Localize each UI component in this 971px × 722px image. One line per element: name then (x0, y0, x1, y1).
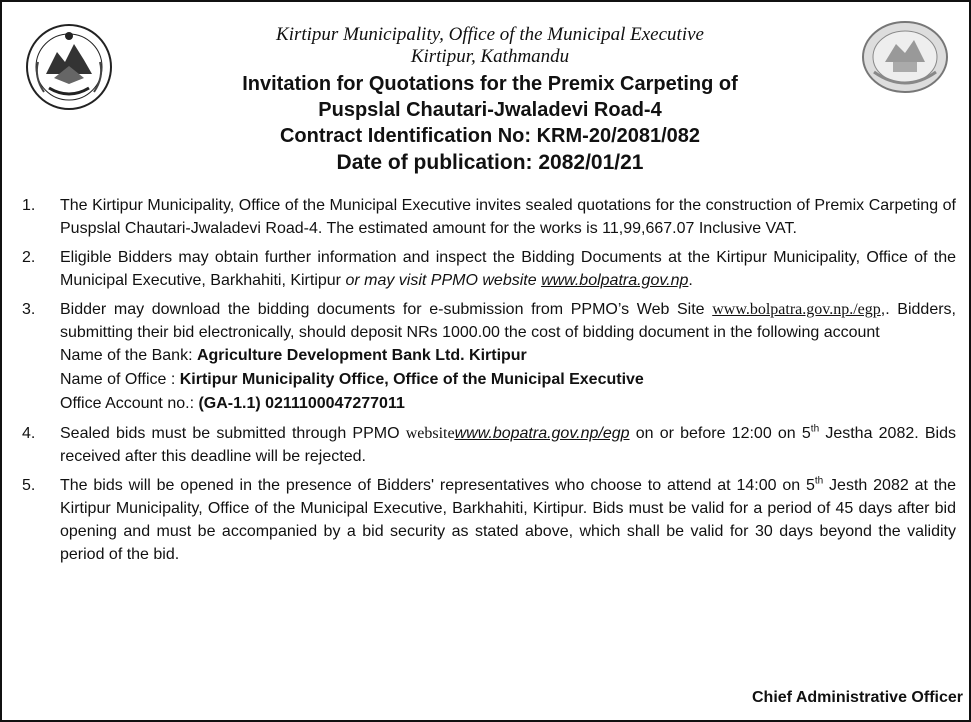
list-item (22, 422, 956, 468)
bank-name-row: Name of the Bank: Agriculture Development Bank Ltd. Kirtipur (60, 347, 527, 364)
item-text: Bidder may download the bidding documents for e-submission from PPMO’s Web Site (60, 301, 713, 318)
contract-identification: Contract Identification No: KRM-20/2081/082 (279, 125, 701, 147)
bolpatra-egp-link[interactable]: www.bolpatra.gov.np./egp (712, 301, 881, 318)
item-text: The Kirtipur Municipality, Office of the Municipal Executive invites sealed quotations for the construction of Premix Carpeting of Puspslal Chautari-Jwaladevi Road-4. The estimated amount for the works is 11,99,667.07 Inclusive VAT. (60, 197, 956, 237)
bolpatra-link[interactable]: www.bolpatra.gov.np (541, 272, 689, 289)
item-text-end: Jestha 2082. Bids received after this deadline will be rejected. (60, 425, 957, 465)
ppmo-visit-text: or may visit PPMO website (345, 272, 542, 289)
notice-header (122, 24, 858, 177)
ordinal-suffix: th (810, 423, 820, 435)
item-text-continued: ,. Bidders, submitting their bid electronically, should deposit NRs 1000.00 the cost of bidding document in the following account (60, 301, 957, 341)
item-text: The bids will be opened in the presence of Bidders' representatives who choose to attend at 14:00 on 5 (60, 477, 815, 494)
nepal-emblem-icon (24, 22, 114, 112)
item-number: 1. (22, 197, 36, 214)
item-number: 2. (22, 249, 36, 266)
ordinal-suffix: th (814, 475, 824, 487)
signature-title: Chief Administrative Officer (751, 689, 963, 706)
municipality-seal-icon (860, 20, 950, 94)
website-word: website (405, 425, 455, 442)
list-item (22, 298, 956, 416)
item-text-continued: on or before 12:00 on 5 (629, 425, 811, 442)
item-number: 3. (22, 301, 36, 318)
item-number: 5. (22, 477, 36, 494)
item-text: Sealed bids must be submitted through PPMO (60, 425, 406, 442)
notice-body (22, 194, 956, 572)
publication-date: Date of publication: 2082/01/21 (336, 151, 644, 174)
notice-title-line-2: Puspslal Chautari-Jwaladevi Road-4 (318, 99, 662, 121)
account-number-row: Office Account no.: (GA-1.1) 0211100047277011 (60, 395, 405, 412)
notice-title-line-1: Invitation for Quotations for the Premix Carpeting of (242, 73, 738, 95)
office-name-row: Name of Office : Kirtipur Municipality Office, Office of the Municipal Executive (60, 371, 644, 388)
item-text-end: . (688, 272, 693, 289)
item-text: Eligible Bidders may obtain further information and inspect the Bidding Documents at the Kirtipur Municipality, Office of the Municipal Executive, Barkhahiti, Kirtipur (60, 249, 956, 289)
list-item (22, 246, 956, 292)
bopatra-egp-link[interactable]: www.bopatra.gov.np/egp (454, 425, 630, 442)
municipality-name: Kirtipur Municipality, Office of the Municipal Executive (276, 24, 704, 45)
municipality-address: Kirtipur, Kathmandu (410, 46, 570, 67)
list-item (22, 194, 956, 240)
list-item (22, 474, 956, 566)
item-text-continued: Jesth 2082 at the Kirtipur Municipality, Office of the Municipal Executive, Barkhahiti, Kirtipur. Bids must be valid for a period of 45 days after bid opening and must be accompanied by a bid security as stated above, which shall be valid for 30 days beyond the validity period of the bid. (60, 477, 957, 563)
item-number: 4. (22, 425, 36, 442)
